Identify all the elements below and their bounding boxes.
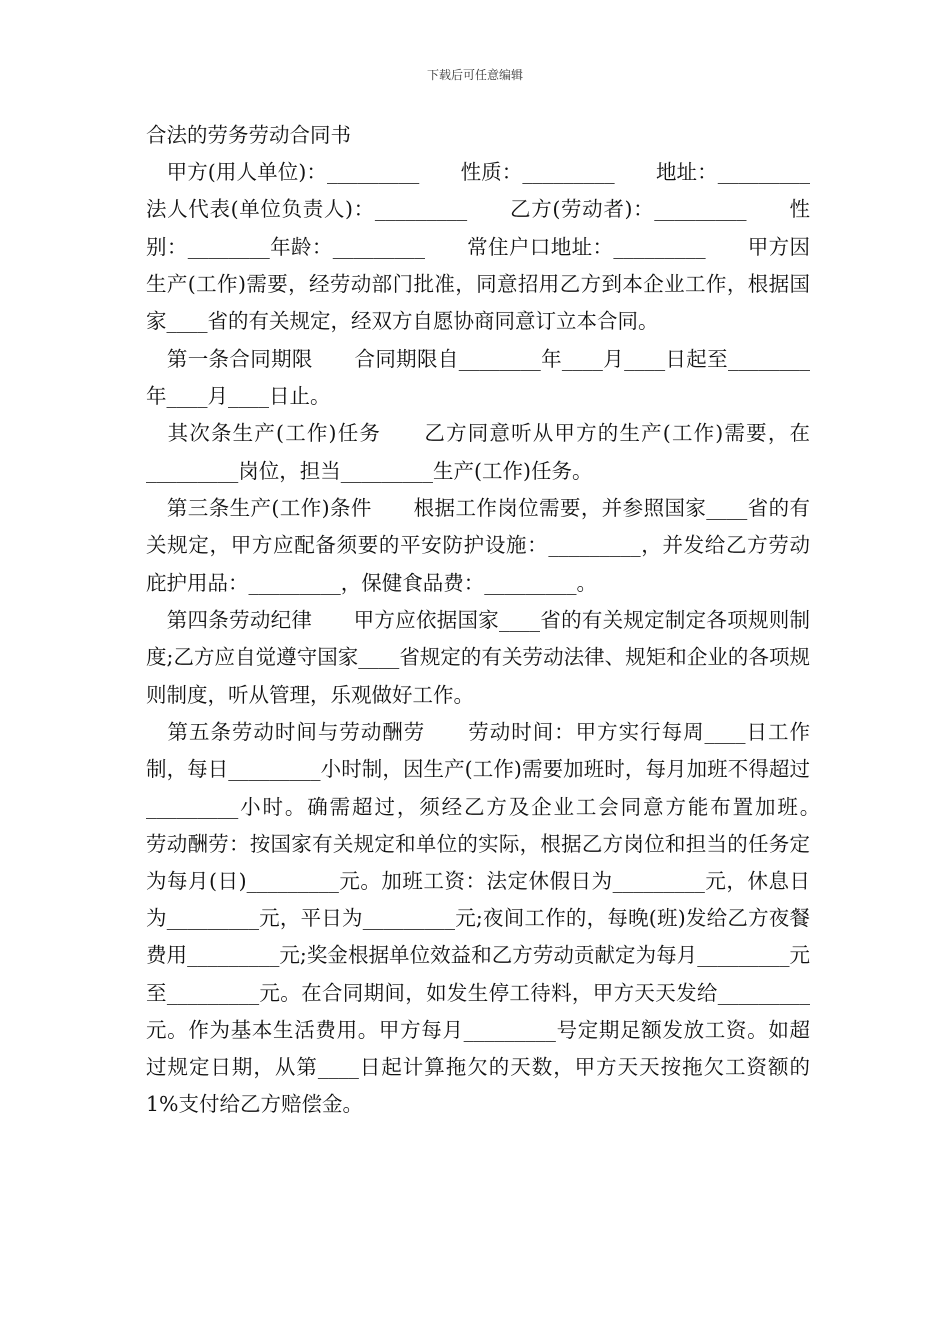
document-body [146, 117, 851, 1123]
paragraph-article-1: 第一条合同期限 合同期限自________年____月____日起至________年____月____日止。 [146, 346, 810, 408]
paragraph-article-4: 第四条劳动纪律 甲方应依据国家____省的有关规定制定各项规则制度;乙方应自觉遵守国家____省规定的有关劳动法律、规矩和企业的各项规则制度，听从管理，乐观做好工作。 [146, 608, 810, 707]
document-title: 合法的劳务劳动合同书 [146, 123, 351, 147]
paragraph-parties: 甲方(用人单位)：_________ 性质：_________ 地址：_________ 法人代表(单位负责人)：_________ 乙方(劳动者)：_________ 性别：________年龄：_________ 常住户口地址：_________ 甲方因生产(工作)需要，经劳动部门批准，同意招用乙方到本企业工作，根据国家____省的有关规定，经双方自愿协商同意订立本合同。 [146, 160, 851, 334]
page-header: 下载后可任意编辑 [426, 68, 523, 82]
paragraph-article-3: 第三条生产(工作)条件 根据工作岗位需要，并参照国家____省的有关规定，甲方应配备须要的平安防护设施：_________，并发给乙方劳动庇护用品：_________，保健食品费：_________。 [146, 496, 810, 595]
paragraph-article-5: 第五条劳动时间与劳动酬劳 劳动时间：甲方实行每周____日工作制，每日_________小时制，因生产(工作)需要加班时，每月加班不得超过_________小时。确需超过，须经乙方及企业工会同意方能布置加班。 劳动酬劳：按国家有关规定和单位的实际，根据乙方岗位和担当的任务定为每月(日)_________元。加班工资：法定休假日为_________元，休息日为_________元，平日为_________元;夜间工作的，每晚(班)发给乙方夜餐费用_________元;奖金根据单位效益和乙方劳动贡献定为每月_________元至_________元。在合同期间，如发生停工待料，甲方天天发给_________元。作为基本生活费用。甲方每月_________号定期足额发放工资。如超过规定日期，从第____日起计算拖欠的天数，甲方天天按拖欠工资额的 1%支付给乙方赔偿金。 [146, 720, 851, 1117]
paragraph-article-2: 其次条生产(工作)任务 乙方同意听从甲方的生产(工作)需要，在_________岗位，担当_________生产(工作)任务。 [146, 421, 810, 483]
